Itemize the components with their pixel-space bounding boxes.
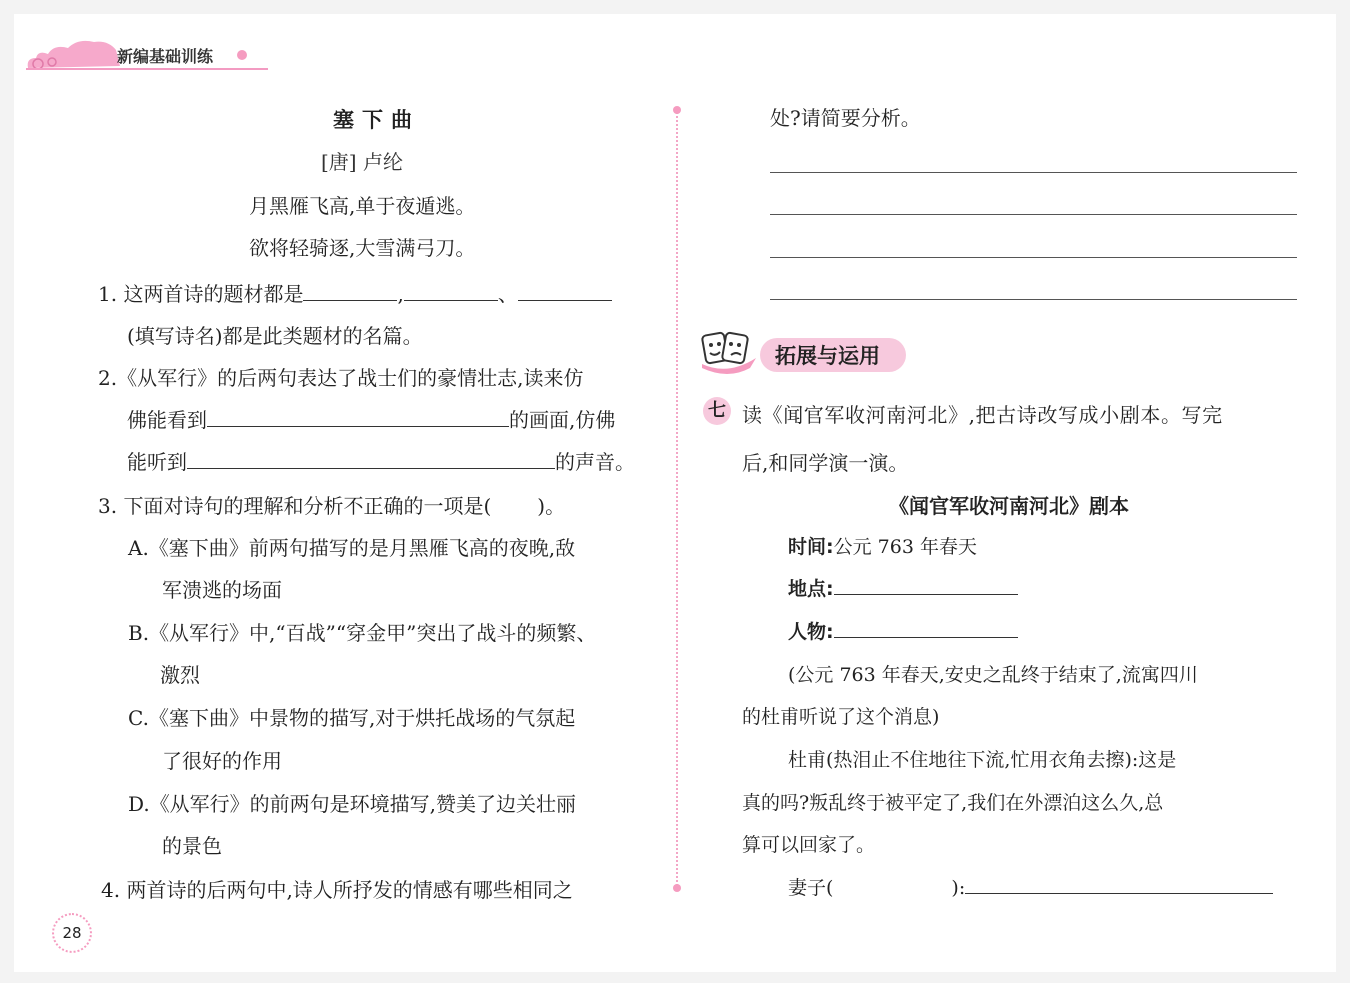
option-d bbox=[128, 788, 576, 817]
header-title: 新编基础训练 bbox=[117, 47, 214, 66]
option-b-text: 《从军行》中,“百战”“穿金甲”突出了战斗的频繁、 bbox=[149, 621, 597, 645]
answer-line-4[interactable] bbox=[770, 299, 1297, 300]
question-2-text-b: 佛能看到 bbox=[127, 408, 207, 432]
script-time bbox=[788, 532, 977, 559]
question-1-number: 1. bbox=[98, 282, 118, 306]
time-value: 公元 763 年春天 bbox=[833, 536, 977, 558]
poem-line-2: 欲将轻骑逐,大雪满弓刀。 bbox=[249, 236, 476, 260]
answer-blank-1b[interactable] bbox=[404, 280, 498, 301]
answer-blank-2b[interactable] bbox=[187, 448, 555, 469]
question-1-text: 这两首诗的题材都是 bbox=[123, 282, 304, 306]
question-2-line-2 bbox=[127, 404, 615, 433]
comma: , bbox=[397, 282, 404, 306]
question-2-text-c: 的画面,仿佛 bbox=[509, 408, 616, 432]
question-4-continuation: 处?请简要分析。 bbox=[770, 106, 921, 130]
script-place bbox=[788, 574, 1018, 601]
option-b bbox=[128, 617, 596, 646]
place-blank[interactable] bbox=[834, 574, 1018, 595]
question-3-stem bbox=[98, 490, 565, 519]
option-c-label: C. bbox=[128, 706, 149, 730]
answer-line-2[interactable] bbox=[770, 214, 1297, 215]
question-2-text-e: 的声音。 bbox=[555, 450, 635, 474]
script-title: 《闻官军收河南河北》剧本 bbox=[889, 494, 1129, 518]
wife-line bbox=[788, 873, 1273, 900]
option-d-label: D. bbox=[128, 792, 150, 816]
column-divider bbox=[676, 112, 678, 886]
question-3-text: 下面对诗句的理解和分析不正确的一项是( bbox=[123, 494, 492, 518]
question-3-text-end: )。 bbox=[537, 494, 566, 518]
people-label: 人物: bbox=[788, 621, 834, 643]
answer-blank-1c[interactable] bbox=[518, 280, 612, 301]
answer-blank-2a[interactable] bbox=[207, 406, 509, 427]
question-1-line-2: (填写诗名)都是此类题材的名篇。 bbox=[127, 324, 423, 348]
question-4-line-1 bbox=[101, 874, 573, 903]
question-7-number: 七 bbox=[703, 397, 731, 425]
question-2-line-1 bbox=[98, 362, 583, 391]
option-a-line-2: 军溃逃的场面 bbox=[162, 578, 282, 602]
time-label: 时间: bbox=[788, 536, 834, 558]
question-4-text: 两首诗的后两句中,诗人所抒发的情感有哪些相同之 bbox=[126, 878, 573, 902]
option-b-label: B. bbox=[128, 621, 150, 645]
question-2-text-d: 能听到 bbox=[127, 450, 187, 474]
dufu-line-1: 杜甫(热泪止不住地往下流,忙用衣角去擦):这是 bbox=[788, 749, 1177, 771]
theater-masks-icon bbox=[698, 328, 760, 374]
answer-line-3[interactable] bbox=[770, 257, 1297, 258]
script-people bbox=[788, 617, 1018, 644]
stage-direction-line-1: (公元 763 年春天,安史之乱终于结束了,流寓四川 bbox=[788, 664, 1198, 686]
people-blank[interactable] bbox=[834, 617, 1018, 638]
divider-dot-top bbox=[673, 106, 681, 114]
question-2-text: 《从军行》的后两句表达了战士们的豪情壮志,读来仿 bbox=[117, 366, 584, 390]
dufu-line-3: 算可以回家了。 bbox=[742, 834, 876, 856]
poem-line-1: 月黑雁飞高,单于夜遁逃。 bbox=[249, 194, 476, 218]
answer-blank-1a[interactable] bbox=[303, 280, 397, 301]
divider-dot-bottom bbox=[673, 884, 681, 892]
option-d-text: 《从军行》的前两句是环境描写,赞美了边关壮丽 bbox=[149, 792, 577, 816]
poem-author: [唐] 卢纶 bbox=[321, 150, 403, 174]
wife-line-blank[interactable] bbox=[965, 873, 1273, 894]
option-b-line-2: 激烈 bbox=[160, 663, 200, 687]
option-a-text: 《塞下曲》前两句描写的是月黑雁飞高的夜晚,敌 bbox=[148, 536, 576, 560]
question-7-line-2: 后,和同学演一演。 bbox=[742, 451, 909, 475]
question-7-line-1: 读《闻官军收河南河北》,把古诗改写成小剧本。写完 bbox=[742, 403, 1223, 427]
answer-line-1[interactable] bbox=[770, 172, 1297, 173]
enumeration-comma: 、 bbox=[497, 282, 518, 306]
option-d-line-2: 的景色 bbox=[162, 834, 222, 858]
option-c bbox=[128, 702, 575, 731]
section-heading: 拓展与运用 bbox=[775, 344, 880, 368]
option-a-label: A. bbox=[128, 536, 149, 560]
place-label: 地点: bbox=[788, 578, 834, 600]
question-2-number: 2. bbox=[98, 366, 118, 390]
wife-label: 妻子( bbox=[788, 877, 834, 899]
dufu-line-2: 真的吗?叛乱终于被平定了,我们在外漂泊这么久,总 bbox=[742, 792, 1164, 814]
wife-label-end: ): bbox=[951, 877, 966, 899]
option-c-text: 《塞下曲》中景物的描写,对于烘托战场的气氛起 bbox=[148, 706, 576, 730]
option-a bbox=[128, 532, 575, 561]
question-2-line-3 bbox=[127, 446, 635, 475]
page-number: 28 bbox=[52, 913, 92, 953]
question-1-line-1 bbox=[98, 278, 612, 307]
option-c-line-2: 了很好的作用 bbox=[162, 749, 282, 773]
stage-direction-line-2: 的杜甫听说了这个消息) bbox=[742, 706, 940, 728]
question-4-number: 4. bbox=[101, 878, 121, 902]
poem-title: 塞下曲 bbox=[333, 108, 420, 132]
question-3-number: 3. bbox=[98, 494, 118, 518]
